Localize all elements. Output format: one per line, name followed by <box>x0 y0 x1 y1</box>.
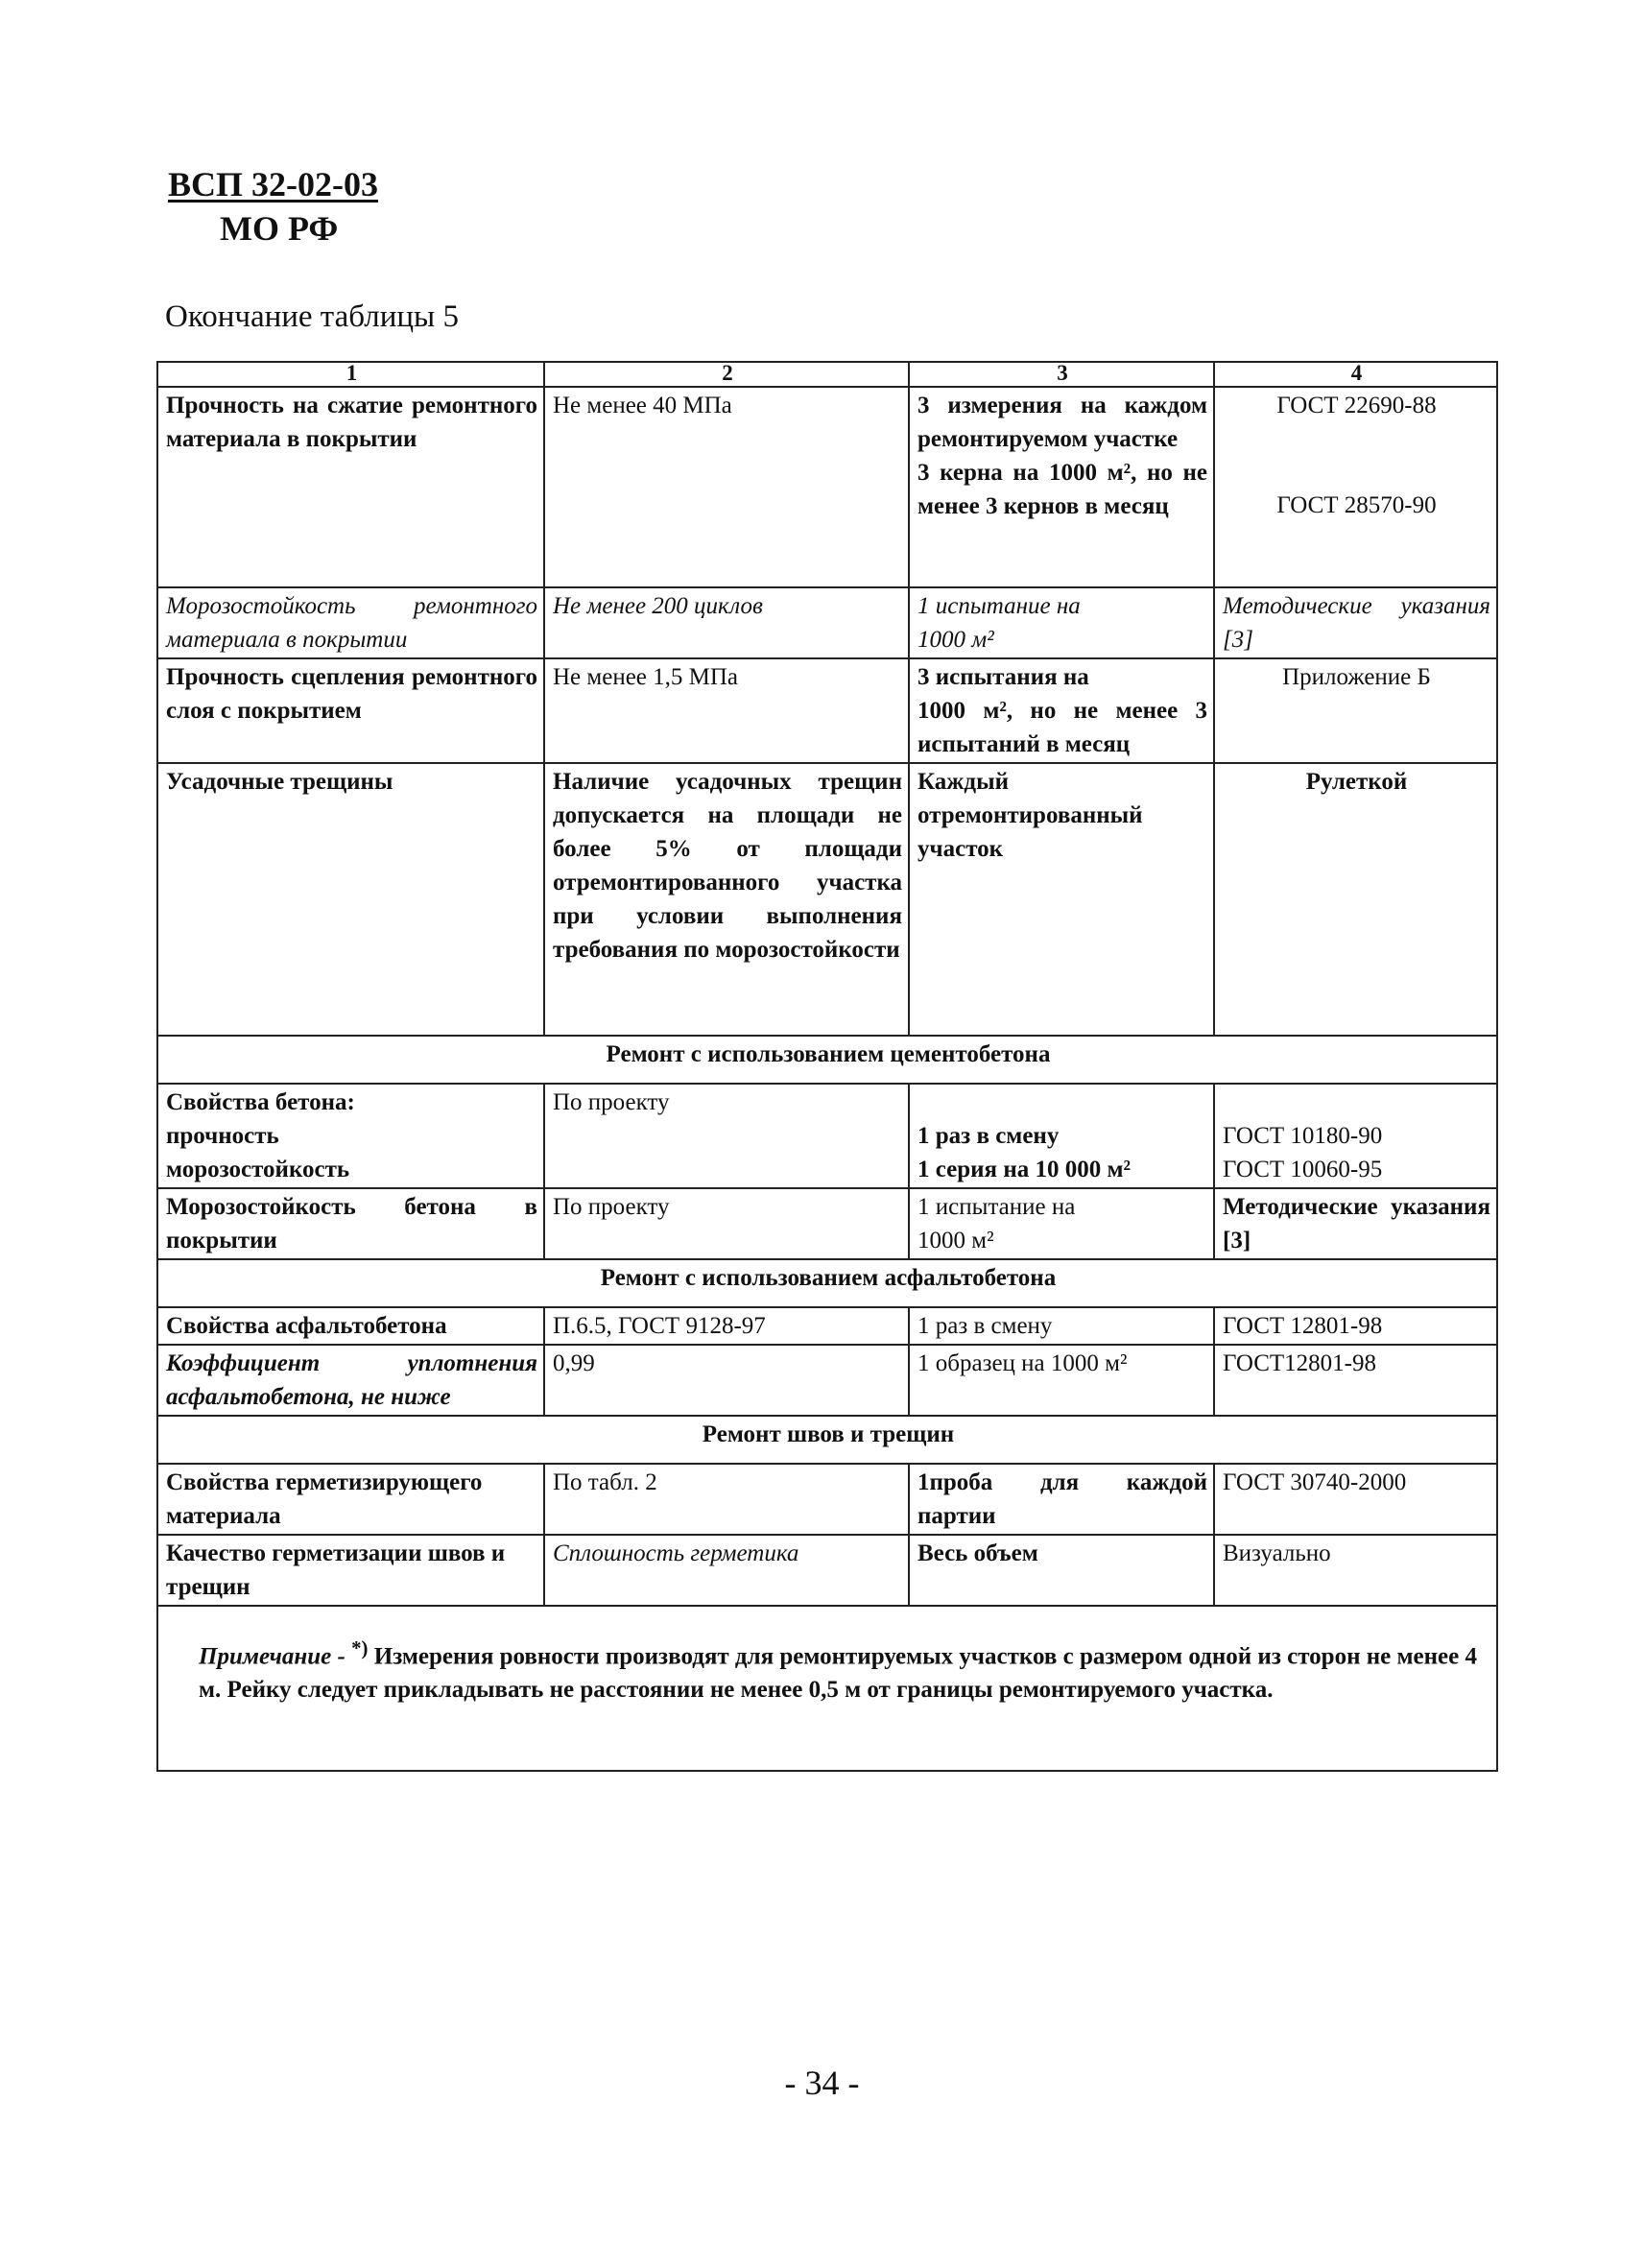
table-note <box>157 1606 1497 1771</box>
parameter-cell: Морозостойкость ремонтного материала в покрытии <box>157 587 544 658</box>
method-line: ГОСТ 28570-90 <box>1276 492 1437 518</box>
requirement-cell: По табл. 2 <box>544 1464 909 1535</box>
requirement-cell: Наличие усадочных трещин допускается на площади не более 5% от площади отремонтированного участка при условии выполнения требования по морозостойкости <box>544 763 909 1036</box>
table-row <box>157 587 1497 658</box>
requirement-cell: П.6.5, ГОСТ 9128-97 <box>544 1307 909 1345</box>
note-mark: *) <box>351 1636 369 1659</box>
control-table <box>156 361 1498 1772</box>
method-cell: Методические указания [3] <box>1214 1188 1497 1259</box>
page-number: - 34 - <box>784 2064 860 2102</box>
table-row <box>157 1464 1497 1535</box>
method-line: ГОСТ 22690-88 <box>1276 393 1437 418</box>
method-cell: ГОСТ12801-98 <box>1214 1345 1497 1416</box>
requirement-cell: Не менее 200 циклов <box>544 587 909 658</box>
section-row <box>157 1416 1497 1464</box>
parameter-cell: Усадочные трещины <box>157 763 544 1036</box>
parameter-cell: Свойства асфальтобетона <box>157 1307 544 1345</box>
method-cell: Визуально <box>1214 1535 1497 1606</box>
parameter-cell: Прочность сцепления ремонтного слоя с покрытием <box>157 658 544 763</box>
parameter-cell: Морозостойкость бетона в покрытии <box>157 1188 544 1259</box>
table-row <box>157 387 1497 587</box>
control-volume-line: 3 измерения на каждом ремонтируемом участке <box>917 393 1207 452</box>
method-cell: Рулеткой <box>1214 763 1497 1036</box>
parameter-cell: Свойства бетона: прочность морозостойкость <box>157 1084 544 1188</box>
column-number-row <box>157 362 1497 387</box>
control-volume-cell: 1 испытание на 1000 м² <box>909 1188 1214 1259</box>
requirement-cell: По проекту <box>544 1188 909 1259</box>
control-volume-cell: Весь объем <box>909 1535 1214 1606</box>
requirement-cell: Не менее 40 МПа <box>544 387 909 587</box>
note-row <box>157 1606 1497 1771</box>
column-number: 2 <box>544 362 909 387</box>
control-volume-cell: 1проба для каждой партии <box>909 1464 1214 1535</box>
organization-code: МО РФ <box>220 209 339 248</box>
spacer <box>1223 422 1490 489</box>
section-title: Ремонт с использованием цементобетона <box>157 1036 1497 1084</box>
table-row <box>157 1535 1497 1606</box>
section-row <box>157 1036 1497 1084</box>
control-volume-cell: Каждый отремонтированный участок <box>909 763 1214 1036</box>
note-title: Примечание - <box>199 1643 345 1670</box>
control-volume-line: 3 керна на 1000 м², но не менее 3 кернов в месяц <box>917 460 1207 519</box>
column-number: 1 <box>157 362 544 387</box>
requirement-cell: Сплошность герметика <box>544 1535 909 1606</box>
section-row <box>157 1259 1497 1307</box>
control-volume-cell: 1 раз в смену 1 серия на 10 000 м² <box>909 1084 1214 1188</box>
method-cell: ГОСТ 30740-2000 <box>1214 1464 1497 1535</box>
control-volume-cell <box>909 387 1214 587</box>
table-row <box>157 1084 1497 1188</box>
section-title: Ремонт с использованием асфальтобетона <box>157 1259 1497 1307</box>
method-cell <box>1214 387 1497 587</box>
method-cell: Приложение Б <box>1214 658 1497 763</box>
parameter-cell: Прочность на сжатие ремонтного материала в покрытии <box>157 387 544 587</box>
section-title: Ремонт швов и трещин <box>157 1416 1497 1464</box>
parameter-cell: Коэффициент уплотнения асфальтобетона, не ниже <box>157 1345 544 1416</box>
table-caption: Окончание таблицы 5 <box>165 299 459 334</box>
requirement-cell: 0,99 <box>544 1345 909 1416</box>
control-volume-cell: 3 испытания на 1000 м², но не менее 3 испытаний в месяц <box>909 658 1214 763</box>
table-row <box>157 658 1497 763</box>
control-volume-cell: 1 раз в смену <box>909 1307 1214 1345</box>
column-number: 4 <box>1214 362 1497 387</box>
table-row <box>157 1345 1497 1416</box>
requirement-cell: Не менее 1,5 МПа <box>544 658 909 763</box>
table-row <box>157 1307 1497 1345</box>
method-cell: ГОСТ 12801-98 <box>1214 1307 1497 1345</box>
control-volume-cell: 1 образец на 1000 м² <box>909 1345 1214 1416</box>
note-text: Измерения ровности производят для ремонтируемых участков с размером одной из сторон не менее 4 м. Рейку следует прикладывать не расстоянии не менее 0,5 м от границы ремонтируемого участка. <box>199 1643 1478 1704</box>
column-number: 3 <box>909 362 1214 387</box>
table-row <box>157 763 1497 1036</box>
method-cell: ГОСТ 10180-90 ГОСТ 10060-95 <box>1214 1084 1497 1188</box>
document-code: ВСП 32-02-03 <box>168 165 378 203</box>
control-volume-cell: 1 испытание на 1000 м² <box>909 587 1214 658</box>
requirement-cell: По проекту <box>544 1084 909 1188</box>
table-row <box>157 1188 1497 1259</box>
parameter-cell: Качество герметизации швов и трещин <box>157 1535 544 1606</box>
method-cell: Методические указания [3] <box>1214 587 1497 658</box>
parameter-cell: Свойства герметизирующего материала <box>157 1464 544 1535</box>
